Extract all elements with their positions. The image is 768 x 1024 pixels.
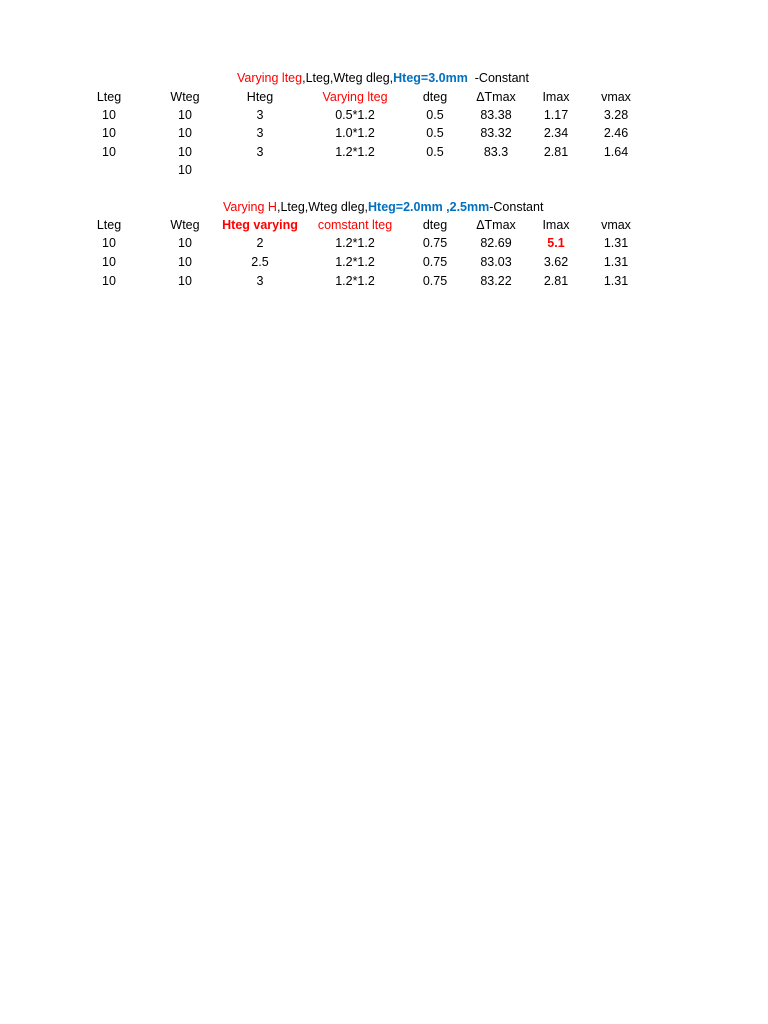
table-cell: 3 [256,145,264,159]
table-cell: 1.2*1.2 [335,145,375,159]
section1-heading [237,69,529,87]
table-cell: 10 [178,236,192,250]
table-cell: 10 [102,145,116,159]
table-cell: 10 [178,145,192,159]
table-cell: 1.2*1.2 [335,274,375,288]
table-cell: 2 [256,236,264,250]
table-cell: 83.38 [480,108,512,122]
table-cell: 0.75 [422,236,448,250]
section1-header-lteg: Lteg [96,90,122,104]
section1-heading-part3: Hteg=3.0mm [393,71,468,85]
section2-heading-part4: -Constant [489,200,544,214]
table-cell: 83.03 [480,255,512,269]
table-cell: 1.17 [543,108,569,122]
section2-header-wteg: Wteg [170,218,200,232]
table-cell: 10 [178,108,192,122]
table-cell: 0.5 [426,108,444,122]
table-cell: 1.2*1.2 [335,236,375,250]
table-cell: 83.3 [483,145,509,159]
section1-header-dtmax: ΔTmax [476,90,516,104]
table-cell: 2.46 [603,126,629,140]
table-cell: 83.22 [480,274,512,288]
section2-header-dtmax: ΔTmax [476,218,516,232]
table-cell: 0.75 [422,274,448,288]
table-cell: 0.5 [426,126,444,140]
section2-header-imax: Imax [542,218,570,232]
table-cell: 10 [102,108,116,122]
table-cell: 2.5 [251,255,269,269]
section2-heading-part1: Varying H [223,200,277,214]
section2-header-vmax: vmax [601,218,631,232]
section2-heading-part2: ,Lteg,Wteg dleg, [276,200,368,214]
table-cell: 3 [256,126,264,140]
table-cell: 10 [102,126,116,140]
table-cell: 3 [256,274,264,288]
table-cell: 10 [178,255,192,269]
section2-heading [223,198,543,216]
table-cell: 2.81 [543,145,569,159]
table-cell: 10 [102,236,116,250]
table-cell: 3.28 [603,108,629,122]
table-cell: 2.34 [543,126,569,140]
table-cell: 3.62 [543,255,569,269]
table-cell: 1.31 [603,255,629,269]
section2-header-constant-lteg: comstant lteg [317,218,393,232]
section1-extra-value: 10 [178,163,192,177]
table-cell: 1.31 [603,274,629,288]
table-cell: 1.0*1.2 [335,126,375,140]
table-cell: 1.31 [603,236,629,250]
table-cell: 10 [102,274,116,288]
section2-header-dteg: dteg [422,218,448,232]
table-cell: 1.2*1.2 [335,255,375,269]
table-cell: 0.75 [422,255,448,269]
section2-heading-part3: Hteg=2.0mm ,2.5mm [368,200,490,214]
table-cell: 10 [102,255,116,269]
table-cell: 83.32 [480,126,512,140]
table-cell: 10 [178,126,192,140]
section1-header-vmax: vmax [601,90,631,104]
table-cell: 10 [178,274,192,288]
section2-header-hteg-varying: Hteg varying [222,218,298,232]
table-cell: 0.5 [426,145,444,159]
section1-heading-part1: Varying lteg [237,71,303,85]
table-cell: 0.5*1.2 [335,108,375,122]
section2-header-lteg: Lteg [96,218,122,232]
table-cell: 3 [256,108,264,122]
section1-heading-part2: ,Lteg,Wteg dleg, [302,71,394,85]
section1-header-varying-lteg: Varying lteg [322,90,388,104]
section1-heading-part4: -Constant [467,71,529,85]
section1-header-wteg: Wteg [170,90,200,104]
section1-header-imax: Imax [542,90,570,104]
section1-header-hteg: Hteg [246,90,274,104]
table-cell: 2.81 [543,274,569,288]
section1-header-dteg: dteg [422,90,448,104]
table-cell: 82.69 [480,236,512,250]
highlighted-imax-cell: 5.1 [547,236,565,250]
table-cell: 1.64 [603,145,629,159]
